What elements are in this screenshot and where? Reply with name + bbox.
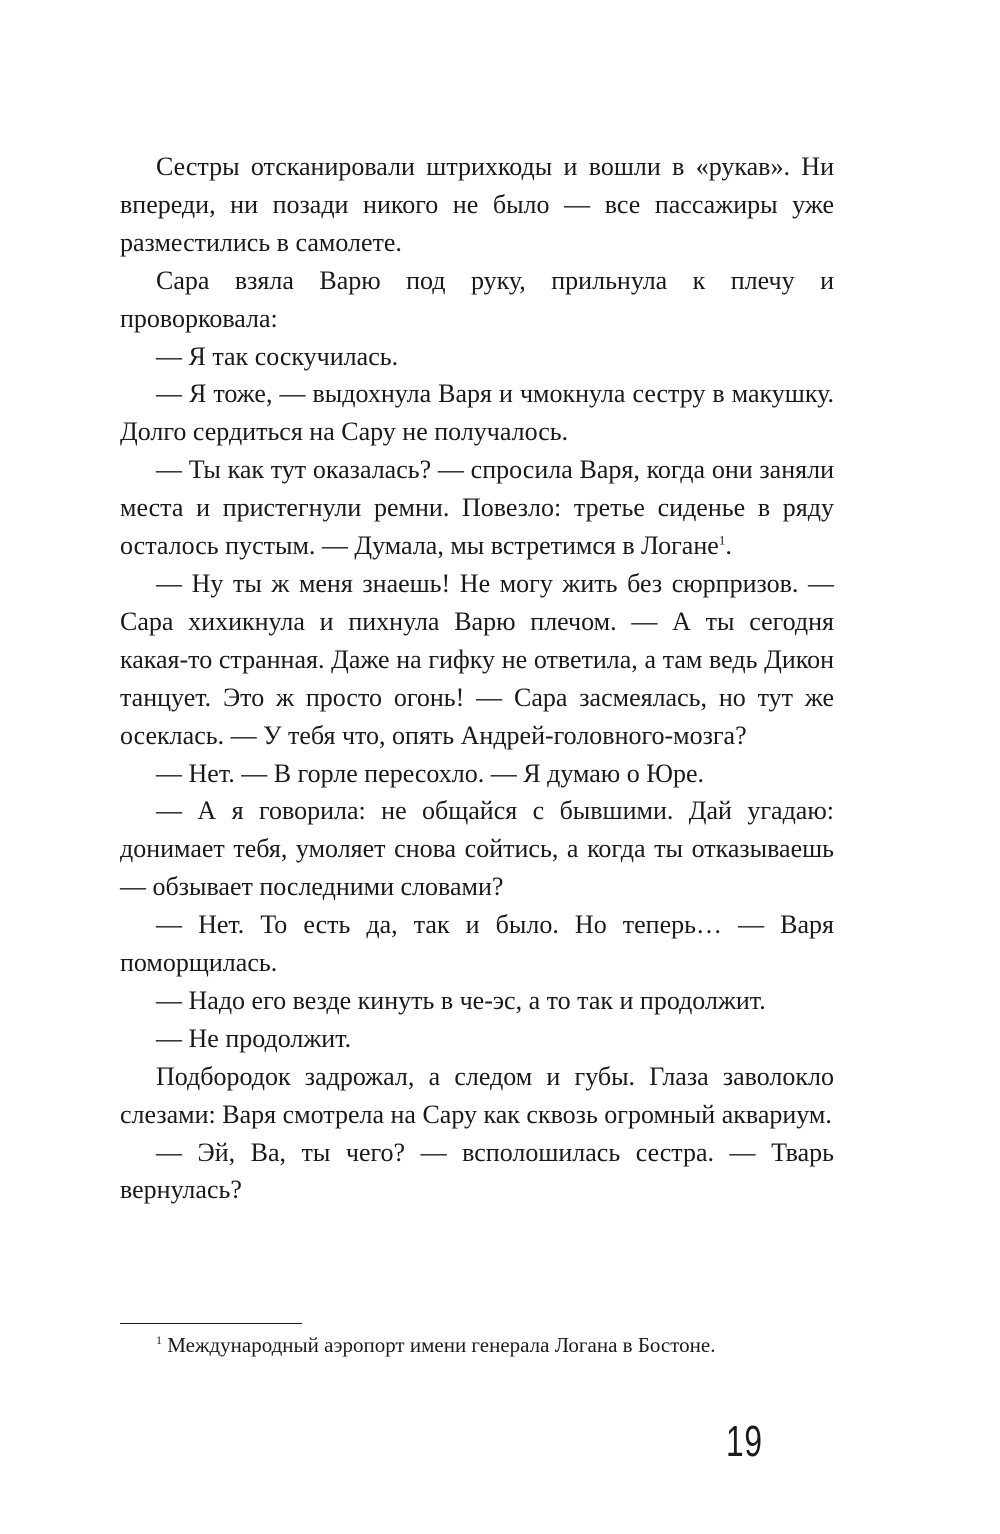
footnote xyxy=(120,1330,834,1360)
paragraph: — Я тоже, — выдохнула Варя и чмокнула сестру в макушку. Долго сердиться на Сару не получалось. xyxy=(120,379,834,447)
footnote-divider xyxy=(120,1323,302,1324)
paragraph: — Эй, Ва, ты чего? — всполошилась сестра. — Тварь вернулась? xyxy=(120,1137,834,1205)
paragraph: — Я так соскучилась. xyxy=(156,341,399,371)
footnote-reference: 1 xyxy=(718,532,726,548)
paragraph-text: — Ты как тут оказалась? — спросила Варя, когда они заняли места и пристегнули ремни. Повезло: третье сиденье в ряду осталось пустым. — Думала, мы встретимся в Логане xyxy=(120,455,834,561)
paragraph: Сара взяла Варю под руку, прильнула к плечу и проворковала: xyxy=(120,265,834,333)
body-text xyxy=(120,148,834,1209)
paragraph: — Нет. То есть да, так и было. Но теперь… — Варя поморщилась. xyxy=(120,910,834,978)
footnote-marker: 1 xyxy=(156,1333,162,1347)
paragraph-with-footnote xyxy=(120,451,834,565)
paragraph: — Не продолжит. xyxy=(156,1023,352,1053)
paragraph: — Ну ты ж меня знаешь! Не могу жить без сюрпризов. — Сара хихикнула и пихнула Варю плечом. — А ты сегодня какая-то странная. Даже на гифку не ответила, а там ведь Дикон танцует. Это ж просто огонь! — Сара засмеялась, но тут же осеклась. — У тебя что, опять Андрей-головного-мозга? xyxy=(120,568,834,750)
paragraph: — Нет. — В горле пересохло. — Я думаю о Юре. xyxy=(156,758,704,788)
page-number: 19 xyxy=(726,1417,763,1466)
paragraph: Сестры отсканировали штрихкоды и вошли в «рукав». Ни впереди, ни позади никого не было — все пассажиры уже разместились в самолете. xyxy=(120,152,834,257)
paragraph: Подбородок задрожал, а следом и губы. Глаза заволокло слезами: Варя смотрела на Сару как сквозь огромный аквариум. xyxy=(120,1061,834,1129)
paragraph: — Надо его везде кинуть в че-эс, а то так и продолжит. xyxy=(156,985,766,1015)
paragraph-tail: . xyxy=(725,531,732,561)
paragraph: — А я говорила: не общайся с бывшими. Дай угадаю: донимает тебя, умоляет снова сойтись, а когда ты отказываешь — обзывает последними словами? xyxy=(120,796,834,902)
footnote-text: Международный аэропорт имени генерала Логана в Бостоне. xyxy=(162,1333,716,1357)
